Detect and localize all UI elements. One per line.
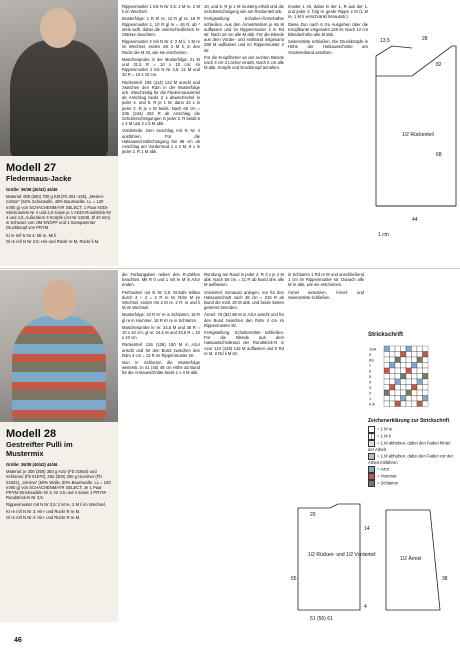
label-cuff: 4 (364, 604, 367, 610)
model-28-col-3 (204, 272, 284, 512)
label-1cm: 1 cm (378, 232, 389, 238)
knit-symbol (368, 426, 375, 433)
stitch-cell (390, 363, 396, 369)
label-length: 68 (436, 152, 442, 158)
stitch-cell (406, 357, 412, 363)
stitch-cell (390, 390, 396, 396)
stitch-cell (412, 368, 418, 374)
label-hem-width: 51 (56) 61 (310, 616, 333, 622)
label-14: 14 (364, 526, 370, 532)
legend-title: Zeichenerklärung zur Strickschrift (368, 418, 450, 424)
legend-item (368, 473, 456, 480)
paragraph: Fertigstellung: Schulternähte schließen. Für die Blende aus dem Halsausschnittrand der Rundstrick-N in Azur 124 (128) 132 M auffassen und 5 Rd re M, 2 Rd li M str. (204, 330, 284, 356)
intro-rib: Rippenmuster mit N Nr 3,5: 2 M re, 2 M li im Wechsel. (6, 502, 106, 508)
model-27-col-2 (122, 4, 200, 266)
legend-item (368, 453, 456, 466)
paragraph: Vorderteil: Genauso anlegen, nur für den Halsausschnitt nach 48 cm = 215 R ab Bund die mittl. 20 M abk. und beide Seiten getrennt beenden. (204, 289, 284, 311)
intro-gl: Gl re m/l N Nr 4,5: Hin-und Rückr re M, Rückr li M. (6, 238, 100, 244)
model-28-col-4 (288, 272, 364, 312)
stitch-cell (423, 346, 429, 352)
label-neck: 13,5 (380, 38, 390, 44)
stitch-cell (384, 346, 390, 352)
stitch-cell (406, 385, 412, 391)
stitch-cell (401, 374, 407, 380)
legend-text: = Schlamm (377, 480, 399, 486)
model-28-subtitle: Gestreifter Pulli im Mustermix (6, 440, 73, 458)
paragraph: Rückenteil: 126 (138) 150 M in Azur anschl und für den Bund zwischen den Rdm 4 cm = 13 R im Rippenmuster str. (122, 342, 200, 358)
model-27-subtitle: Fledermaus-Jacke (6, 174, 72, 183)
row-label: 5 (369, 374, 372, 379)
paragraph: Seitennähte schließen. Die Druckknöpfe in Höhe der Halsausschnitte am Vorderteilrand annähen. (288, 39, 368, 55)
model-28-figure (12, 316, 106, 422)
model-27-col-4 (288, 4, 368, 74)
stitch-cell (417, 346, 423, 352)
row-label: 3 (369, 385, 372, 390)
row-label: 7 (369, 363, 372, 368)
stitch-legend (368, 418, 456, 487)
label-body: 1/2 Rücken- und 1/2 Vorderteil (308, 552, 376, 558)
stitch-cell (423, 374, 429, 380)
label-55: 55 (291, 576, 297, 582)
label-back-half: 1/2 Rückenteil (402, 132, 434, 138)
model-28-caption (0, 422, 118, 622)
stitch-cell (423, 401, 429, 407)
paragraph: Maschenprobe in der Musterfolge: 21 M und 31,5 R = 10 x 10 cm; im Rippenmuster 1 mit N Nr 4,5: 21 M und 32 R = 10 x 10 cm. (122, 56, 200, 78)
paragraph: Ärmel: 76 (82) 86 M in Azur anschl und für den Bund zwischen den Rdm 4 cm im Rippenmuster str. (204, 312, 284, 328)
stitch-cell (401, 401, 407, 407)
stitch-cell (395, 379, 401, 385)
paragraph: Maschenprobe kr re: 24,5 M und 45 R = 10 x 10 cm; gl re: 24,5 M und 33,5 R = 10 x 10 cm. (122, 324, 200, 341)
paragraph: Für die Knopflöcher an der rechten Blende nach 3 cm 3 Löcher einarb. Nach 6 cm alle M abk. Knöpfe und Druckknopf annähen. (204, 54, 284, 71)
model-28-head (42, 280, 76, 320)
legend-text: = 1 M abheben, dabei den Faden vor der Arbeit mitführen (368, 453, 454, 465)
legend-item (368, 440, 456, 453)
row-label: 8S (369, 357, 374, 363)
stitch-cell (384, 385, 390, 391)
stitch-cell (423, 396, 429, 402)
model-27-head (40, 8, 76, 48)
stitch-cell (417, 385, 423, 391)
stitch-cell (395, 352, 401, 358)
paragraph: muster 1 str, dabei in der 1. R aus der 1. und jeder 2. folg re gerde Rippe 2 M (1 M re, 1 M li verschränkt herausstr.). (288, 4, 368, 20)
azur-swatch (368, 466, 375, 473)
paragraph: Rippenmuster 2 mit N Nr 4: 2 M li, 1 M re im Wechsel, enden mit 2 M li, in den Rückr die M str, wie sie erscheinen. (122, 39, 200, 55)
stitch-cell (401, 385, 407, 391)
stitch-cell (401, 363, 407, 369)
paragraph: Vorderteile: Den Anschlag mit N Nr 4 ausführen. Für die Halsausschnittschrägung bei 88 cm ab Anschlag am Vorderrand 1 x 2 M, 8 x in jeder 2. R 1 M abk. (122, 128, 200, 155)
stitch-cell (417, 390, 423, 396)
stitch-cell (390, 368, 396, 374)
stitch-cell (395, 346, 401, 352)
stitch-cell (417, 352, 423, 358)
label-sleeve: 1/2 Ärmel (400, 556, 422, 562)
stitch-cell (423, 357, 429, 363)
stitch-cell (390, 352, 396, 358)
row-label: 6 (369, 368, 372, 374)
model-28-title: Modell 28 (6, 428, 57, 440)
intro-gl: Gl re m/l N Nr 4: Hin- und Rückr R re M. (6, 514, 81, 520)
stitch-chart-title: Strickschrift (368, 332, 404, 338)
model-27-title: Modell 27 (6, 162, 57, 174)
stitch-cell (395, 357, 401, 363)
label-shoulder: 28 (422, 36, 428, 42)
purl-symbol (368, 433, 375, 440)
stitch-cell (395, 385, 401, 391)
page-number: 46 (14, 637, 22, 644)
model-27-col-3 (204, 4, 284, 266)
paragraph: Nun in Schlamm die Musterfolge weiterstr. In 41 (45) 49 cm Höhe ab Bund für die Armausschnitte beids 1 x 4 M abk. (122, 360, 200, 376)
model-28-intro (6, 462, 112, 520)
intro-material: Material: 600 (650) 700 g Kitt (Fb 261–125), „Merino-Cotton" (52% Schurwolle, 48% Baumwolle, LL = 120 m/50 g) von SCHACHENMAYR SELECT, 1 Paar ADDI-Stricknadeln Nr 4 und 4,5 sowie je 1 ADDI-Rundstrick-Nr 4 und 4,5, Außerdem 3 Knöpfe (Art-Nr 11840, Ø 40 mm) in Schwarz von JIM KNOPF und 1 transparenter Druckknopf von PRYM. (6, 194, 111, 231)
paragraph: in Schlamm 1 Rd re M und anschließend 1 cm im Rippenmuster str. Danach alle M re abk, wie sie erscheinen. (288, 272, 364, 288)
model-28-photo (0, 270, 118, 422)
model-27-intro (6, 187, 112, 244)
legend-text: = 1 M li (377, 433, 391, 439)
row-label: 4 (369, 379, 372, 385)
stitch-cell (406, 390, 412, 396)
section-divider (0, 268, 460, 269)
slip-behind-symbol (368, 440, 375, 447)
shoulder-line (376, 46, 412, 76)
stitch-cell (412, 385, 418, 391)
model-27-caption (0, 156, 118, 266)
stitch-cell (384, 374, 390, 380)
legend-item (368, 433, 456, 440)
intro-size: Größe: 36/38 (40/42) 44/46 (6, 187, 58, 192)
stitch-cell (423, 368, 429, 374)
model-28-col-2 (122, 272, 200, 622)
stitch-cell (395, 368, 401, 374)
legend-text: = 1 M re (377, 426, 393, 432)
model-27-schematic (372, 6, 458, 266)
stitch-cell (406, 368, 412, 374)
stitch-cell (401, 346, 407, 352)
stitch-cell (412, 352, 418, 358)
stitch-cell (384, 357, 390, 363)
stitch-cell (390, 379, 396, 385)
stitch-cell (395, 396, 401, 402)
paragraph: Diese Zun nach 6 cm Ausgehen über die Knopfkante insgesamt 126 M. Nach 12 cm Blendenhöhe alle M abk. (288, 21, 368, 38)
stitch-cell (423, 390, 429, 396)
stitch-cell (412, 363, 418, 369)
stitch-cell (390, 385, 396, 391)
label-total: 82 (436, 62, 442, 68)
stitch-cell (390, 357, 396, 363)
stitch-cell (406, 379, 412, 385)
stitch-cell (384, 352, 390, 358)
legend-text: = Hummer (377, 473, 397, 479)
stitch-cell (412, 390, 418, 396)
stitch-cell (390, 374, 396, 380)
stitch-cell (395, 390, 401, 396)
stitch-cell (384, 363, 390, 369)
paragraph: Rippenmuster 1 mit N Nr 4,5: 2 M re, 2 M li im Wechsel. (122, 4, 200, 15)
stitch-cell (384, 401, 390, 407)
stitch-cell (412, 357, 418, 363)
stitch-cell (395, 363, 401, 369)
model-28-schematic (290, 500, 456, 624)
stitch-cell (406, 374, 412, 380)
paragraph: Musterfolge: 1 R Kl re, 10 R gl re, 18 R Rippenmuster 1, 10 R gl re = 46 R, ab * stets wdh, dabei die unterschiedlichen N-Stärken beachten. (122, 16, 200, 38)
stitch-cell (395, 374, 401, 380)
paragraph: Ärmel einsetzen, Ärmel- und Seitennähte schließen. (288, 289, 364, 300)
label-38: 38 (442, 576, 448, 582)
paragraph: Rundung am Rand in jeder 2. R 3 x je 2 M abk. Nach 55 cm = 21 R ab Bund drei alle M auffassen. (204, 272, 284, 288)
stitch-cell (412, 374, 418, 380)
stitch-cell (417, 363, 423, 369)
stitch-cell (401, 396, 407, 402)
stitch-cell (401, 352, 407, 358)
stitch-cell (423, 352, 429, 358)
stitch-cell (390, 401, 396, 407)
back-panel-outline (376, 46, 456, 206)
stitch-cell (406, 346, 412, 352)
row-label: 9 (369, 352, 372, 357)
hummer-swatch (368, 473, 375, 480)
stitch-cell (412, 396, 418, 402)
stitch-cell (417, 379, 423, 385)
intro-kl: Kl re m/l N Nr 4: Mi re, Mi li. (6, 232, 58, 238)
intro-material: Material: je 300 (350) 350 g Azur (Fb 01654) und Schlamm (Fb 01670), 250 (300) 300 g Hummer (Fb 01602), „Vienna" (50% Wolle, 50% Baumwolle, LL = 100 m/50 g) von SCHACHENMAYR SELECT, Je 1 Paar PRYM-Stricknadeln Nr 3, Nr 3,5 und 4 sowie 1 PRYM-Rundstrick-N Nr 3,5. (6, 469, 111, 501)
stitch-cell (417, 401, 423, 407)
paragraph: 10, und 5. R je 1 M musterg erhalt und die Schulterschrägung wie am Rückenteil arb. (204, 4, 284, 15)
paragraph: die Farbangaben neben den R-Zahlen beachten. Mit R 0 und 1 mit re M in Azur enden. (122, 272, 200, 288)
paragraph: Perlmuster mit N Nr 3,5: M-Zahl teilbar durch 4 + 2 = 2 R re M. Rdm M im Wechsel, enden mit 2 M re. 2 R: re und li M im Wechsel. (122, 289, 200, 311)
stitch-cell (401, 390, 407, 396)
stitch-cell (412, 346, 418, 352)
stitch-cell (423, 379, 429, 385)
label-width: 44 (412, 217, 418, 223)
stitch-cell (412, 379, 418, 385)
stitch-grid (384, 346, 428, 407)
stitch-cell (406, 363, 412, 369)
stitch-cell (384, 379, 390, 385)
intro-kr: Kr re m/l N Nr 3: Hin- und Rückr R re M. (6, 508, 81, 514)
stitch-cell (406, 396, 412, 402)
stitch-cell (417, 357, 423, 363)
stitch-cell (401, 379, 407, 385)
paragraph: Fertigstellung: Schulter-/Ärmelnähte schließen. Aus den Ärmelrändern je 66 M auffassen und im Rippenmuster 2 in Rd str. Nach 15 cm alle M abk. Für die Blende aus dem Vorder- und Halsrand insgesamt 298 M auffassen und im Rippenmuster 2 str. (204, 16, 284, 53)
stitch-cell (384, 396, 390, 402)
legend-item (368, 466, 456, 473)
legend-text: = Azur (377, 466, 389, 472)
stitch-cell (401, 357, 407, 363)
stitch-cell (390, 346, 396, 352)
stitch-cell (384, 368, 390, 374)
stitch-cell (384, 390, 390, 396)
stitch-chart (368, 344, 448, 414)
legend-item (368, 480, 456, 487)
row-label: 0 A (369, 401, 375, 407)
model-27-figure (10, 40, 108, 156)
intro-size: Größe: 36/38 (40/42) 44/46 (6, 462, 58, 467)
stitch-cell (395, 401, 401, 407)
schlamm-swatch (368, 480, 375, 487)
stitch-cell (417, 368, 423, 374)
stitch-cell (423, 385, 429, 391)
slip-front-symbol (368, 453, 375, 460)
label-20: 20 (310, 512, 316, 518)
stitch-cell (401, 368, 407, 374)
row-label: 10A (369, 346, 377, 352)
paragraph: Musterfolge: 10 R Kr re in Schlamm, 16 R gl re in Hummer, 18 R Kr re in Schlamm. (122, 312, 200, 323)
stitch-cell (417, 374, 423, 380)
row-label: 2 (369, 390, 372, 396)
stitch-cell (412, 401, 418, 407)
row-label: 1 (369, 396, 372, 401)
stitch-cell (406, 352, 412, 358)
stitch-cell (417, 396, 423, 402)
stitch-cell (406, 401, 412, 407)
paragraph: Rückenteil: 106 (114) 122 M anschl und zwischen den Rdm in der Musterfolge arb. Gleichzeitig für die Fledermausärmel ab Anschlag beids 2 x abwechselnd in jeder 4. und 6. R je 1 M, dann 43 x in jeder 2. R je 1 M beids. Nach 68 cm = 236 (244) 252 R ab Anschlag die Schulterschrägungen in jeder 2. R beids 6 x 4 M und 2 x 5 M abk. (122, 79, 200, 127)
stitch-cell (423, 363, 429, 369)
legend-text: = 1 M abheben, dabei den Faden hinter der Arbeit (368, 440, 451, 452)
legend-item (368, 426, 456, 433)
stitch-cell (390, 396, 396, 402)
model-27-photo (0, 0, 118, 156)
